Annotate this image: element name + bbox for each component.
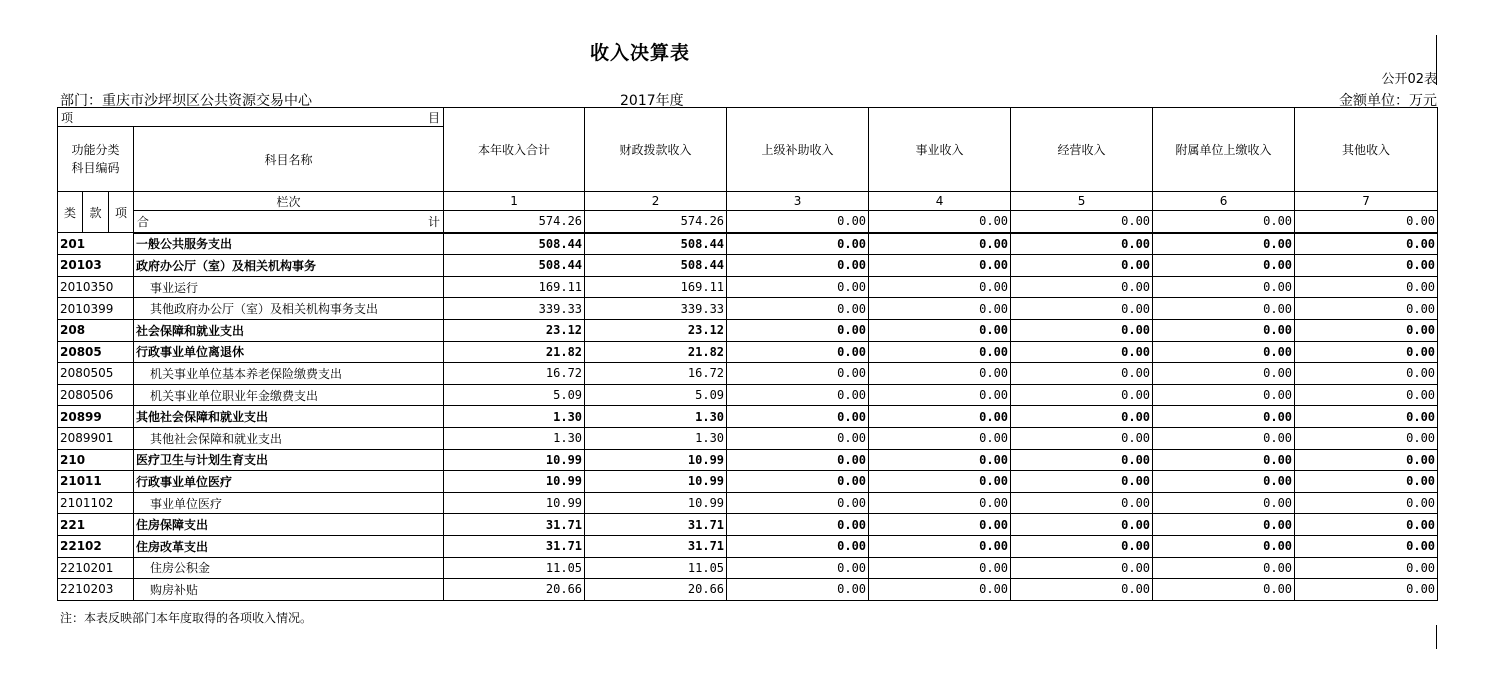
- amount-cell: 1.30: [444, 406, 585, 428]
- amount-cell: 0.00: [727, 233, 869, 255]
- table-row: [58, 514, 1438, 536]
- function-code: 2080505: [58, 363, 134, 385]
- table-row: [58, 579, 1438, 601]
- table-row: [58, 557, 1438, 579]
- col-number-7: 7: [1295, 192, 1438, 211]
- amount-cell: 1.30: [444, 427, 585, 449]
- function-code: 2210203: [58, 579, 134, 601]
- col-number-4: 4: [869, 192, 1011, 211]
- total-value-3: 0.00: [727, 211, 869, 233]
- amount-cell: 0.00: [727, 384, 869, 406]
- lanci-header: 栏次: [134, 192, 444, 211]
- col-header-2: 财政拨款收入: [585, 108, 727, 192]
- amount-cell: 0.00: [1011, 514, 1153, 536]
- amount-cell: 0.00: [1153, 341, 1295, 363]
- subject-name: 住房改革支出: [134, 535, 444, 557]
- header-xiang: 项: [61, 110, 74, 125]
- subject-name: 一般公共服务支出: [134, 233, 444, 255]
- amount-cell: 1.30: [585, 427, 727, 449]
- amount-cell: 10.99: [585, 471, 727, 493]
- subject-name: 其他社会保障和就业支出: [134, 406, 444, 428]
- function-code: 2089901: [58, 427, 134, 449]
- amount-cell: 0.00: [1153, 298, 1295, 320]
- amount-cell: 0.00: [869, 298, 1011, 320]
- amount-cell: 0.00: [1295, 557, 1438, 579]
- amount-cell: 20.66: [444, 579, 585, 601]
- amount-cell: 169.11: [444, 276, 585, 298]
- amount-cell: 0.00: [1153, 535, 1295, 557]
- amount-cell: 0.00: [1153, 233, 1295, 255]
- total-value-2: 574.26: [585, 211, 727, 233]
- amount-unit: 金额单位：万元: [1339, 93, 1437, 109]
- amount-cell: 0.00: [727, 449, 869, 471]
- col-header-1: 本年收入合计: [444, 108, 585, 192]
- total-value-7: 0.00: [1295, 211, 1438, 233]
- amount-cell: 0.00: [1295, 341, 1438, 363]
- amount-cell: 0.00: [1153, 319, 1295, 341]
- amount-cell: 0.00: [869, 255, 1011, 277]
- amount-cell: 0.00: [1011, 233, 1153, 255]
- amount-cell: 508.44: [444, 255, 585, 277]
- amount-cell: 0.00: [1011, 341, 1153, 363]
- amount-cell: 0.00: [1011, 255, 1153, 277]
- amount-cell: 0.00: [1153, 449, 1295, 471]
- function-code: 21011: [58, 471, 134, 493]
- amount-cell: 0.00: [869, 406, 1011, 428]
- amount-cell: 0.00: [1153, 514, 1295, 536]
- function-code: 2210201: [58, 557, 134, 579]
- amount-cell: 0.00: [1153, 406, 1295, 428]
- amount-cell: 508.44: [585, 233, 727, 255]
- table-row: [58, 384, 1438, 406]
- amount-cell: 10.99: [444, 492, 585, 514]
- amount-cell: 339.33: [585, 298, 727, 320]
- table-row: [58, 233, 1438, 255]
- amount-cell: 10.99: [444, 471, 585, 493]
- amount-cell: 0.00: [1153, 471, 1295, 493]
- amount-cell: 0.00: [1295, 471, 1438, 493]
- amount-cell: 0.00: [1295, 492, 1438, 514]
- table-row: [58, 319, 1438, 341]
- amount-cell: 0.00: [727, 298, 869, 320]
- subject-name: 事业单位医疗: [134, 492, 444, 514]
- subject-name: 政府办公厅（室）及相关机构事务: [134, 255, 444, 277]
- amount-cell: 169.11: [585, 276, 727, 298]
- amount-cell: 0.00: [1295, 384, 1438, 406]
- subject-name: 医疗卫生与计划生育支出: [134, 449, 444, 471]
- table-row: [58, 406, 1438, 428]
- amount-cell: 10.99: [585, 449, 727, 471]
- page-title: 收入决算表: [590, 42, 691, 64]
- total-value-1: 574.26: [444, 211, 585, 233]
- subject-name: 机关事业单位职业年金缴费支出: [134, 384, 444, 406]
- amount-cell: 0.00: [1011, 298, 1153, 320]
- amount-cell: 0.00: [727, 406, 869, 428]
- amount-cell: 0.00: [869, 363, 1011, 385]
- subject-name: 住房公积金: [134, 557, 444, 579]
- table-row: [58, 427, 1438, 449]
- amount-cell: 0.00: [1153, 255, 1295, 277]
- amount-cell: 0.00: [727, 363, 869, 385]
- amount-cell: 5.09: [444, 384, 585, 406]
- total-value-6: 0.00: [1153, 211, 1295, 233]
- table-row: [58, 492, 1438, 514]
- amount-cell: 0.00: [1153, 427, 1295, 449]
- amount-cell: 0.00: [1295, 449, 1438, 471]
- amount-cell: 0.00: [727, 341, 869, 363]
- subject-name: 社会保障和就业支出: [134, 319, 444, 341]
- right-margin-line-bottom: [1436, 625, 1437, 649]
- amount-cell: 10.99: [444, 449, 585, 471]
- amount-cell: 0.00: [1295, 255, 1438, 277]
- amount-cell: 31.71: [444, 514, 585, 536]
- amount-cell: 0.00: [1295, 298, 1438, 320]
- xiang-header: 项: [109, 192, 134, 233]
- function-code: 201: [58, 233, 134, 255]
- amount-cell: 0.00: [727, 319, 869, 341]
- footnote: 注：本表反映部门本年度取得的各项收入情况。: [60, 611, 313, 625]
- function-code: 208: [58, 319, 134, 341]
- amount-cell: 0.00: [1011, 319, 1153, 341]
- amount-cell: 508.44: [444, 233, 585, 255]
- subject-name: 行政事业单位离退休: [134, 341, 444, 363]
- amount-cell: 0.00: [1295, 319, 1438, 341]
- amount-cell: 10.99: [585, 492, 727, 514]
- amount-cell: 0.00: [1153, 276, 1295, 298]
- amount-cell: 0.00: [869, 427, 1011, 449]
- table-row: [58, 298, 1438, 320]
- total-value-4: 0.00: [869, 211, 1011, 233]
- income-table: [57, 107, 1438, 601]
- fiscal-year: 2017年度: [620, 93, 684, 109]
- amount-cell: 0.00: [869, 384, 1011, 406]
- amount-cell: 0.00: [727, 276, 869, 298]
- amount-cell: 0.00: [1011, 471, 1153, 493]
- col-header-7: 其他收入: [1295, 108, 1438, 192]
- amount-cell: 0.00: [1011, 276, 1153, 298]
- amount-cell: 0.00: [1295, 233, 1438, 255]
- col-header-4: 事业收入: [869, 108, 1011, 192]
- total-value-5: 0.00: [1011, 211, 1153, 233]
- amount-cell: 23.12: [585, 319, 727, 341]
- col-number-3: 3: [727, 192, 869, 211]
- amount-cell: 0.00: [869, 471, 1011, 493]
- amount-cell: 0.00: [869, 579, 1011, 601]
- amount-cell: 21.82: [585, 341, 727, 363]
- amount-cell: 0.00: [1153, 557, 1295, 579]
- function-code: 2080506: [58, 384, 134, 406]
- department-label: 部门：重庆市沙坪坝区公共资源交易中心: [60, 93, 312, 109]
- amount-cell: 0.00: [1295, 427, 1438, 449]
- amount-cell: 0.00: [1011, 492, 1153, 514]
- amount-cell: 0.00: [1011, 406, 1153, 428]
- function-code: 22102: [58, 535, 134, 557]
- amount-cell: 0.00: [727, 471, 869, 493]
- table-row: [58, 449, 1438, 471]
- amount-cell: 0.00: [1295, 363, 1438, 385]
- amount-cell: 31.71: [585, 535, 727, 557]
- table-row: [58, 363, 1438, 385]
- amount-cell: 23.12: [444, 319, 585, 341]
- amount-cell: 16.72: [444, 363, 585, 385]
- amount-cell: 508.44: [585, 255, 727, 277]
- table-row: [58, 471, 1438, 493]
- amount-cell: 0.00: [1011, 384, 1153, 406]
- amount-cell: 0.00: [1011, 449, 1153, 471]
- amount-cell: 0.00: [1295, 514, 1438, 536]
- amount-cell: 0.00: [1153, 579, 1295, 601]
- amount-cell: 0.00: [1153, 363, 1295, 385]
- amount-cell: 16.72: [585, 363, 727, 385]
- col-header-3: 上级补助收入: [727, 108, 869, 192]
- total-row: [58, 211, 1438, 233]
- amount-cell: 0.00: [727, 255, 869, 277]
- table-row: [58, 341, 1438, 363]
- amount-cell: 0.00: [1295, 535, 1438, 557]
- header-row-xiangmu: [58, 108, 1438, 127]
- col-header-5: 经营收入: [1011, 108, 1153, 192]
- subject-name: 其他政府办公厅（室）及相关机构事务支出: [134, 298, 444, 320]
- function-code: 20103: [58, 255, 134, 277]
- amount-cell: 0.00: [869, 514, 1011, 536]
- col-header-6: 附属单位上缴收入: [1153, 108, 1295, 192]
- amount-cell: 0.00: [869, 449, 1011, 471]
- amount-cell: 0.00: [1011, 535, 1153, 557]
- header-mu: 目: [428, 110, 441, 125]
- total-label-ji: 计: [428, 214, 441, 229]
- amount-cell: 0.00: [1153, 492, 1295, 514]
- function-code: 20899: [58, 406, 134, 428]
- table-row: [58, 276, 1438, 298]
- function-code: 2010399: [58, 298, 134, 320]
- amount-cell: 0.00: [1295, 276, 1438, 298]
- amount-cell: 0.00: [869, 492, 1011, 514]
- amount-cell: 11.05: [585, 557, 727, 579]
- function-code: 2010350: [58, 276, 134, 298]
- amount-cell: 0.00: [1153, 384, 1295, 406]
- amount-cell: 0.00: [869, 557, 1011, 579]
- form-number: 公开02表: [1381, 72, 1437, 87]
- amount-cell: 0.00: [869, 341, 1011, 363]
- amount-cell: 0.00: [1011, 427, 1153, 449]
- subject-name: 其他社会保障和就业支出: [134, 427, 444, 449]
- amount-cell: 0.00: [1295, 406, 1438, 428]
- amount-cell: 1.30: [585, 406, 727, 428]
- col-number-6: 6: [1153, 192, 1295, 211]
- subject-name-header: 科目名称: [134, 127, 444, 192]
- amount-cell: 339.33: [444, 298, 585, 320]
- table-row: [58, 535, 1438, 557]
- amount-cell: 0.00: [727, 514, 869, 536]
- amount-cell: 0.00: [1011, 363, 1153, 385]
- header-row-lanci: [58, 192, 1438, 211]
- function-code: 20805: [58, 341, 134, 363]
- subject-name: 住房保障支出: [134, 514, 444, 536]
- amount-cell: 0.00: [1011, 579, 1153, 601]
- amount-cell: 0.00: [727, 427, 869, 449]
- amount-cell: 0.00: [727, 579, 869, 601]
- function-code: 210: [58, 449, 134, 471]
- table-row: [58, 255, 1438, 277]
- amount-cell: 0.00: [727, 535, 869, 557]
- amount-cell: 0.00: [727, 492, 869, 514]
- amount-cell: 11.05: [444, 557, 585, 579]
- subject-name: 行政事业单位医疗: [134, 471, 444, 493]
- subject-name: 机关事业单位基本养老保险缴费支出: [134, 363, 444, 385]
- function-code: 2101102: [58, 492, 134, 514]
- subject-name: 事业运行: [134, 276, 444, 298]
- amount-cell: 0.00: [1295, 579, 1438, 601]
- func-code-header: 功能分类 科目编码: [58, 127, 134, 192]
- amount-cell: 21.82: [444, 341, 585, 363]
- amount-cell: 0.00: [869, 535, 1011, 557]
- lei-header: 类: [58, 192, 83, 233]
- amount-cell: 5.09: [585, 384, 727, 406]
- col-number-2: 2: [585, 192, 727, 211]
- total-label-he: 合: [137, 214, 150, 229]
- amount-cell: 0.00: [1011, 557, 1153, 579]
- amount-cell: 20.66: [585, 579, 727, 601]
- col-number-1: 1: [444, 192, 585, 211]
- amount-cell: 31.71: [585, 514, 727, 536]
- amount-cell: 0.00: [869, 276, 1011, 298]
- kuan-header: 款: [83, 192, 109, 233]
- amount-cell: 0.00: [869, 233, 1011, 255]
- col-number-5: 5: [1011, 192, 1153, 211]
- subject-name: 购房补贴: [134, 579, 444, 601]
- amount-cell: 31.71: [444, 535, 585, 557]
- function-code: 221: [58, 514, 134, 536]
- amount-cell: 0.00: [869, 319, 1011, 341]
- amount-cell: 0.00: [727, 557, 869, 579]
